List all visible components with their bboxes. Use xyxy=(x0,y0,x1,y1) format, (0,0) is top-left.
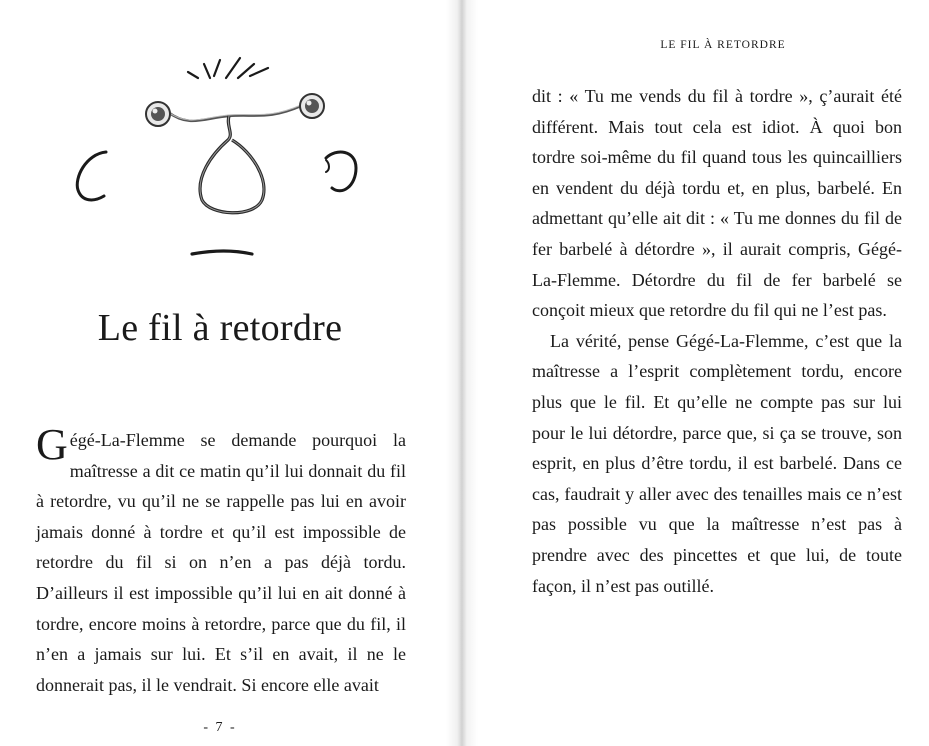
drop-cap: G xyxy=(36,420,68,469)
left-ear xyxy=(77,152,106,200)
running-head: LE FIL À RETORDRE xyxy=(660,39,786,51)
wire-eyes-and-nose xyxy=(146,94,324,213)
paragraph-continued: dit : « Tu me vends du fil à tordre », ç’aurait été différent. Mais tout cela est idiot. À quoi bon tordre soi-même du fil quand tous les quincailliers en vendent du déjà tordu et, en plus, barbelé. En admettant qu’elle ait dit : « Tu me donnes du fil de fer barbelé à détordre », il aurait compris, Gégé-La-Flemme. Détordre du fil de fer barbelé se conçoit mieux que retordre du fil qui ne l’est pas. xyxy=(532,86,902,321)
chapter-body-text xyxy=(36,420,406,700)
chapter-title: Le fil à retordre xyxy=(97,307,343,349)
wire-face-illustration-icon xyxy=(64,48,374,268)
paragraph: La vérité, pense Gégé-La-Flemme, c’est que la maîtresse a l’esprit complètement tordu, encore plus que le fil. Et qu’elle ne compte pas sur lui pour le lui détordre, parce que, si ça se trouve, son esprit, en plus d’être tordu, il est barbelé. Dans ce cas, faudrait y aller avec des tenailles mais ce n’est pas possible vu que la maîtresse n’est pas à prendre avec des pincettes et que lui, de toute façon, il n’est pas outillé. xyxy=(532,330,902,596)
hair-strokes xyxy=(188,58,268,78)
mouth xyxy=(192,251,252,254)
paragraph-text: égé-La-Flemme se demande pourquoi la maîtresse a dit ce matin qu’il lui donnait du fil à retordre, vu qu’il ne se rappelle pas lui en avoir jamais donné à tordre et qu’il est impossible de retordre du fil si on n’en a pas déjà tordu. D’ailleurs il est impossible qu’il lui en ait donné à tordre, encore moins à retordre, parce que du fil, il n’en a jamais sur lui. Et s’il en avait, il ne le donnerait pas, il le vendrait. Si encore elle avait xyxy=(36,430,406,695)
page-number: - 7 - xyxy=(203,720,237,735)
right-ear xyxy=(326,152,356,191)
left-page xyxy=(0,0,462,746)
right-body-text xyxy=(532,81,902,601)
